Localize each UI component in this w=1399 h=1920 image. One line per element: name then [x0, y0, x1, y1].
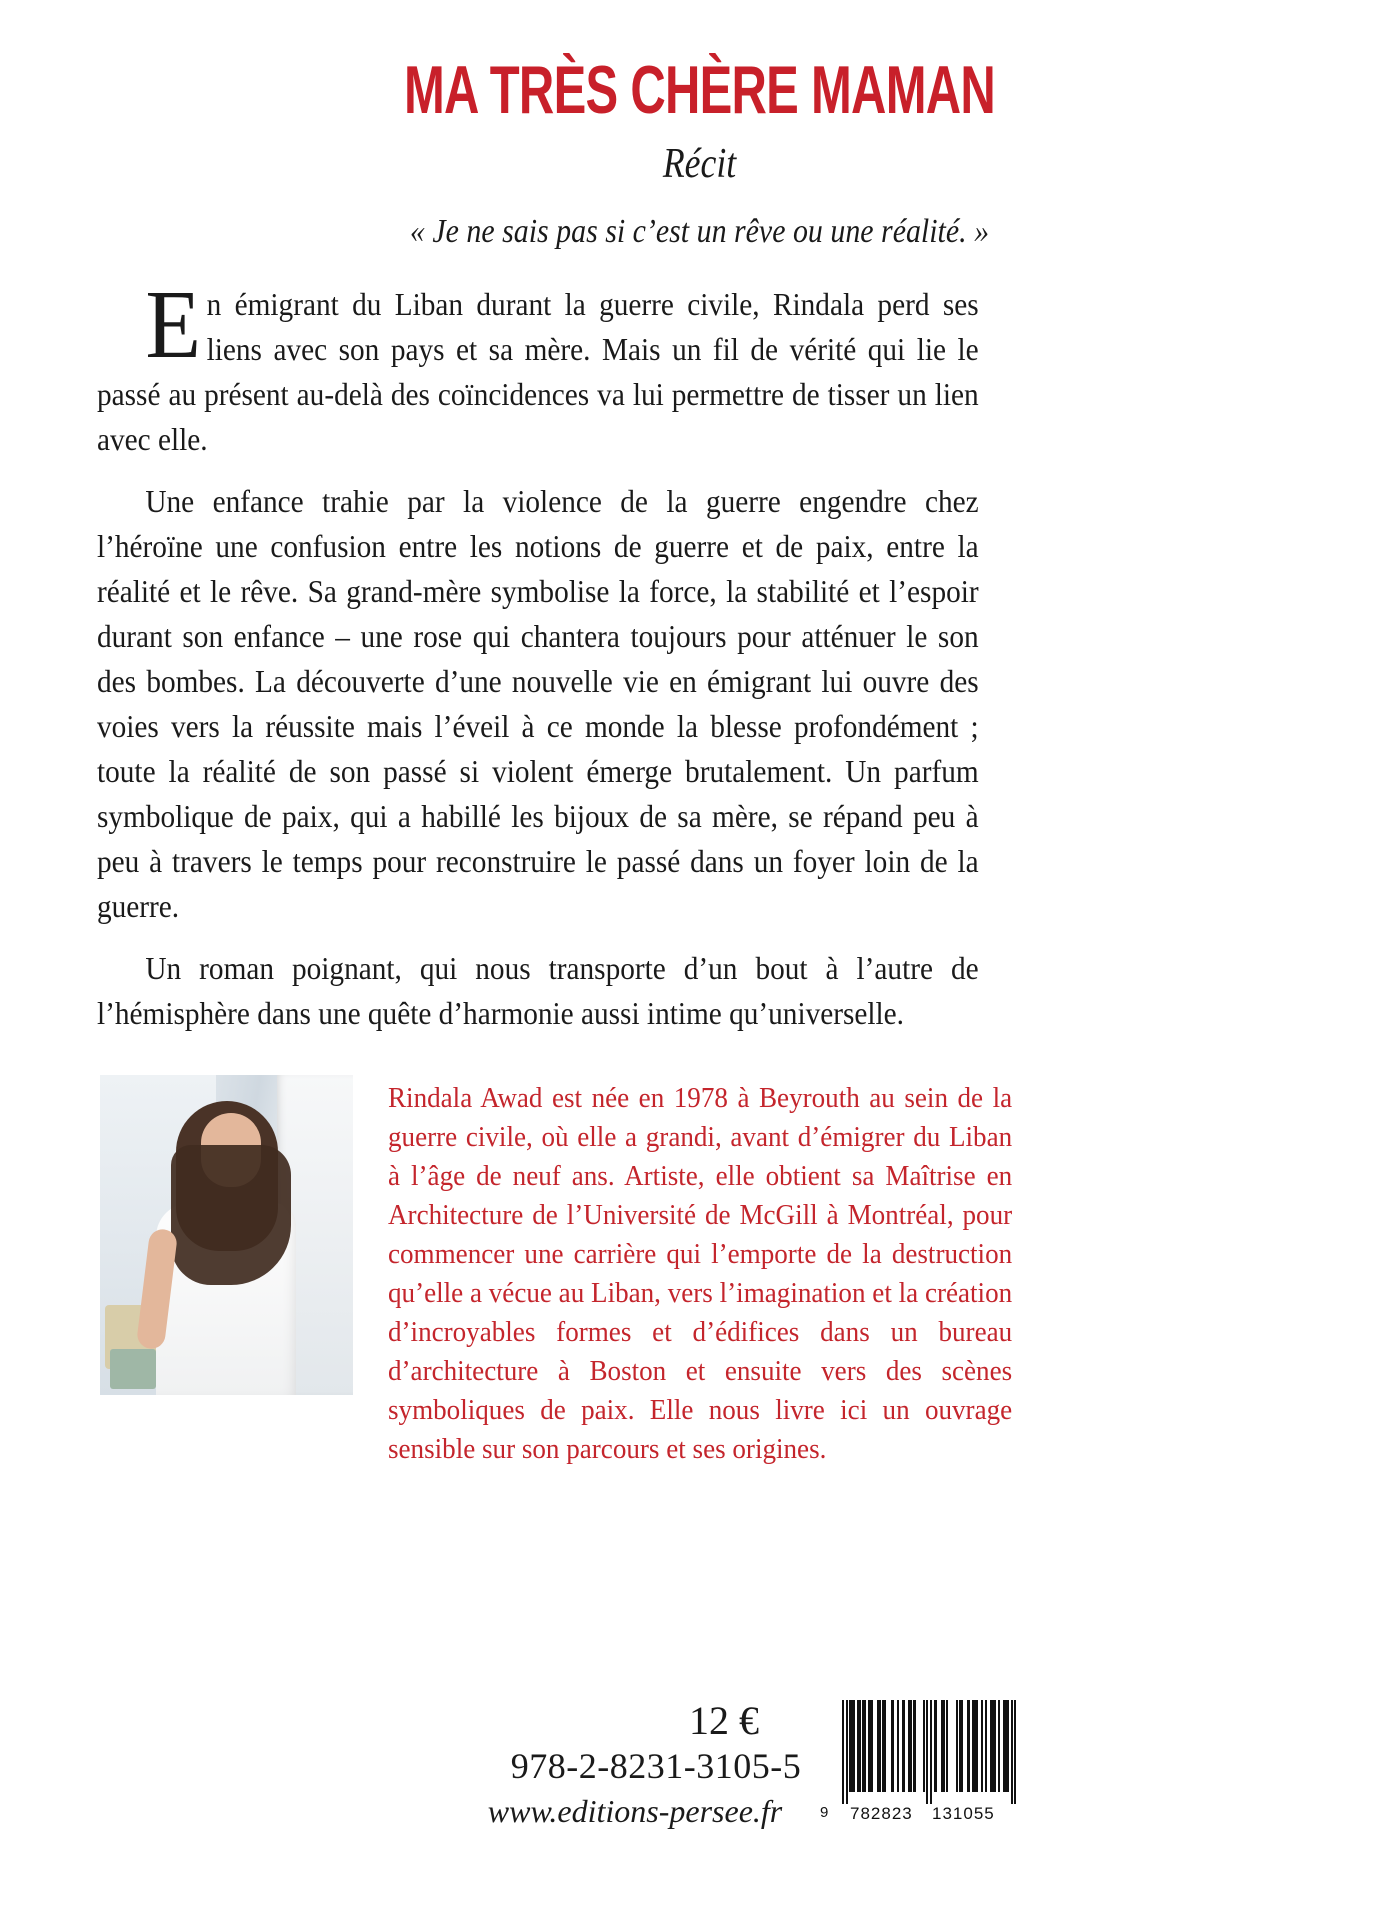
- drop-cap: E: [145, 271, 202, 379]
- barcode-digits-left: 782823: [850, 1804, 913, 1823]
- price-label: 12 €: [689, 1698, 759, 1743]
- blurb-paragraph-1: [97, 271, 979, 462]
- page-title: MA TRÈS CHÈRE MAMAN: [403, 52, 996, 128]
- portrait-chair-cushion: [110, 1349, 156, 1389]
- blurb-text: [97, 271, 979, 1036]
- blurb-paragraph-2: Une enfance trahie par la violence de la guerre engendre chez l’héroïne une confusion entre les notions de guerre et de paix, entre la réalité et le rêve. Sa grand-mère symbolise la force, la stabilité et l’espoir durant son enfance – une rose qui chantera toujours pour atténuer le son des bombes. La découverte d’une nouvelle vie en émigrant lui ouvre des voies vers la réussite mais l’éveil à ce monde la blesse profondément ; toute la réalité de son passé si violent émerge brutalement. Un parfum symbolique de paix, qui a habillé les bijoux de sa mère, se répand peu à peu à travers le temps pour reconstruire le passé dans un foyer loin de la guerre.: [97, 484, 979, 924]
- barcode-digit-lead: 9: [820, 1804, 830, 1821]
- publisher-website[interactable]: www.editions-persee.fr: [487, 1793, 783, 1829]
- isbn-label: 978-2-8231-3105-5: [510, 1746, 802, 1786]
- ean13-barcode: [820, 1700, 1016, 1832]
- book-genre-subtitle: Récit: [662, 141, 737, 187]
- author-biography-text: Rindala Awad est née en 1978 à Beyrouth au sein de la guerre civile, où elle a grandi, avant d’émigrer du Liban à l’âge de neuf ans. Artiste, elle obtient sa Maîtrise en Architecture de l’Université de McGill à Montréal, pour commencer une carrière qui l’emporte de la destruction qu’elle a vécue au Liban, vers l’imagination et la création d’incroyables formes et d’édifices dans un bureau d’architecture à Boston et ensuite vers des scènes symboliques de paix. Elle nous livre ici un ouvrage sensible sur son parcours et ses origines.: [388, 1083, 1013, 1465]
- author-biography: [388, 1079, 1012, 1469]
- portrait-hair-front: [171, 1145, 291, 1285]
- blurb-paragraph-3: Un roman poignant, qui nous transporte d’un bout à l’autre de l’hémisphère dans une quête d’harmonie aussi intime qu’universelle.: [97, 951, 979, 1031]
- barcode-bars: [842, 1700, 1016, 1804]
- barcode-digits-right: 131055: [932, 1804, 995, 1823]
- author-portrait-photo: [100, 1075, 353, 1395]
- author-section: [100, 1075, 1045, 1465]
- barcode-digits: [820, 1800, 1016, 1826]
- blurb-paragraph-1-text: n émigrant du Liban durant la guerre civile, Rindala perd ses liens avec son pays et sa mère. Mais un fil de vérité qui lie le passé au présent au-delà des coïncidences va lui permettre de tisser un lien avec elle.: [97, 287, 979, 457]
- epigraph-quote: « Je ne sais pas si c’est un rêve ou une réalité. »: [409, 213, 990, 250]
